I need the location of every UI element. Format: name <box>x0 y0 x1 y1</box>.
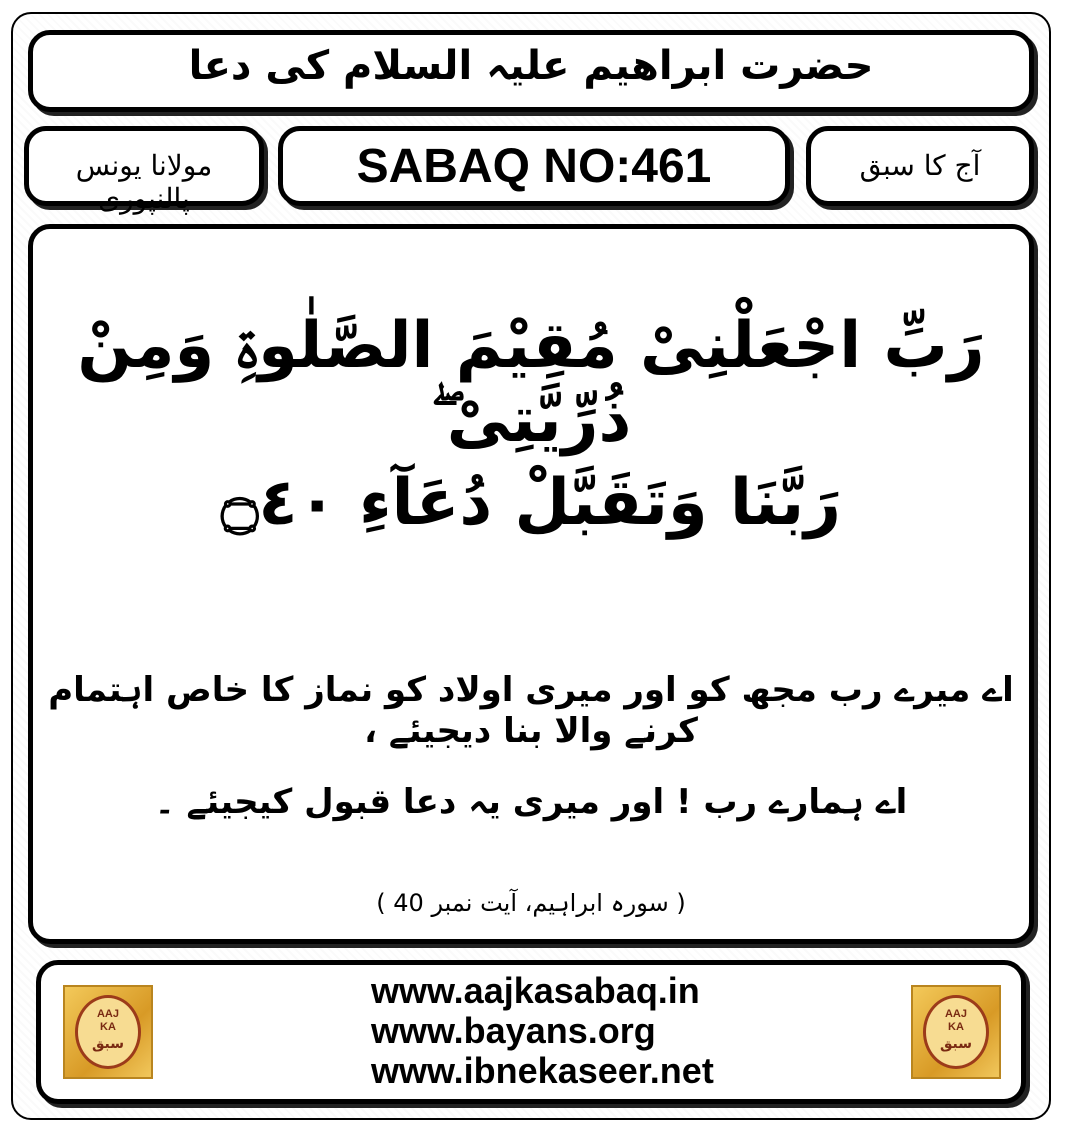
content-panel <box>28 224 1034 944</box>
logo-text-sabaq: سبق <box>939 1036 973 1052</box>
logo-emblem <box>75 995 141 1069</box>
footer-panel <box>36 960 1026 1104</box>
url-aajkasabaq[interactable]: www.aajkasabaq.in <box>371 970 700 1011</box>
translation-line-2: اے ہمارے رب ! اور میری یہ دعا قبول کیجیئے ۔ <box>154 782 908 822</box>
logo-text-ka: KA <box>100 1021 116 1033</box>
author-panel <box>24 126 264 215</box>
verse-line-2: رَبَّنَا وَتَقَبَّلْ دُعَآءِ ۝٤٠ <box>221 466 841 540</box>
logo-text-sabaq: سبق <box>91 1036 125 1052</box>
logo-emblem <box>923 995 989 1069</box>
url-bayans[interactable]: www.bayans.org <box>371 1010 656 1051</box>
todays-lesson-label: آج کا سبق <box>859 149 981 182</box>
verse-line-1: رَبِّ اجْعَلْنِیْ مُقِیْمَ الصَّلٰوۃِ وَمِنْ ذُرِّیَّتِیْ ۖ <box>77 309 985 457</box>
logo-text-aaj: AAJ <box>944 1008 967 1020</box>
author-name: مولانا یونس پالنپوری <box>75 149 213 215</box>
logo-text-aaj: AAJ <box>96 1008 119 1020</box>
sabaq-number: SABAQ NO:461 <box>356 140 712 193</box>
sabaq-number-panel <box>278 126 790 206</box>
title-panel <box>28 30 1034 112</box>
url-ibnekaseer[interactable]: www.ibnekaseer.net <box>371 1050 714 1091</box>
todays-lesson-panel <box>806 126 1034 206</box>
aaj-ka-sabaq-logo <box>63 985 153 1079</box>
verse-reference: ( سورہ ابراہیم، آیت نمبر 40 ) <box>376 889 686 917</box>
page-title: حضرت ابراھیم علیہ السلام کی دعا <box>188 43 874 89</box>
aaj-ka-sabaq-logo <box>911 985 1001 1079</box>
logo-text-ka: KA <box>948 1021 964 1033</box>
translation-line-1: اے میرے رب مجھ کو اور میری اولاد کو نماز کا خاص اہتمام کرنے والا بنا دیجیئے ، <box>48 670 1014 751</box>
